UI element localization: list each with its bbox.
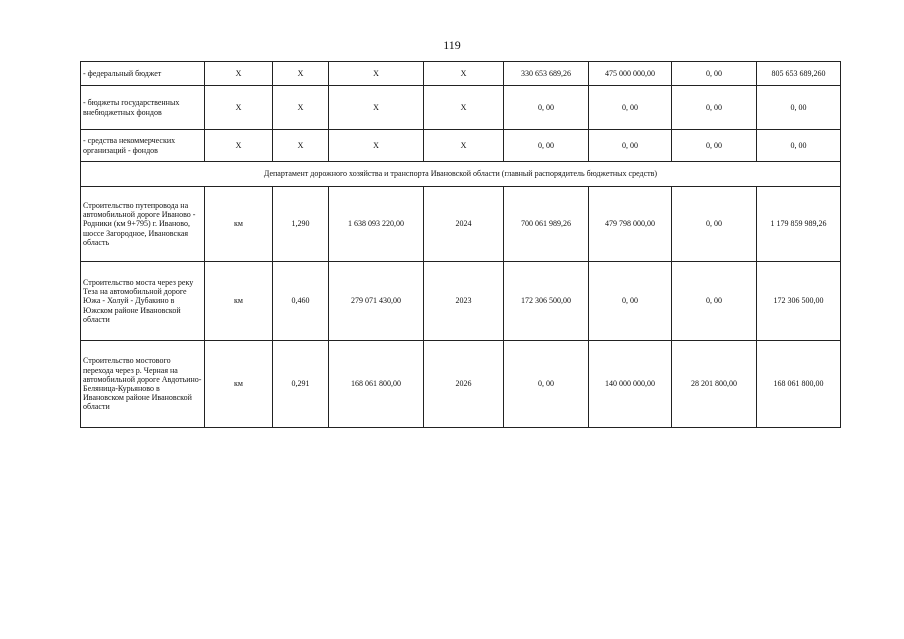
- cell-total: 168 061 800,00: [757, 341, 841, 428]
- cell-unit: X: [205, 86, 273, 130]
- cell-year: 2023: [424, 262, 504, 341]
- cell-total: 0, 00: [757, 130, 841, 162]
- cell-value-2024: 700 061 989,26: [504, 187, 589, 262]
- cell-value-2024: 0, 00: [504, 341, 589, 428]
- table-row: [81, 62, 841, 86]
- cell-estimated-cost: X: [329, 62, 424, 86]
- cell-value-2026: 0, 00: [672, 187, 757, 262]
- cell-value-2024: 172 306 500,00: [504, 262, 589, 341]
- cell-year: 2026: [424, 341, 504, 428]
- cell-estimated-cost: X: [329, 130, 424, 162]
- cell-unit: X: [205, 130, 273, 162]
- cell-estimated-cost: X: [329, 86, 424, 130]
- row-label: - средства некоммерческих организаций - фондов: [81, 130, 205, 162]
- cell-estimated-cost: 168 061 800,00: [329, 341, 424, 428]
- cell-year: X: [424, 62, 504, 86]
- cell-capacity: X: [273, 86, 329, 130]
- cell-value-2026: 0, 00: [672, 62, 757, 86]
- budget-table: [80, 61, 841, 428]
- cell-total: 0, 00: [757, 86, 841, 130]
- page-number: 119: [443, 38, 461, 52]
- cell-year: X: [424, 130, 504, 162]
- row-label: Строительство путепровода на автомобильной дороге Иваново - Родники (км 9+795) г. Иваново, шоссе Загородное, Ивановская область: [81, 187, 205, 262]
- cell-value-2026: 0, 00: [672, 130, 757, 162]
- cell-value-2026: 0, 00: [672, 86, 757, 130]
- table-row: [81, 187, 841, 262]
- cell-value-2025: 0, 00: [589, 130, 672, 162]
- cell-total: 172 306 500,00: [757, 262, 841, 341]
- cell-capacity: 0,460: [273, 262, 329, 341]
- section-header: Департамент дорожного хозяйства и транспорта Ивановской области (главный распорядитель бюджетных средств): [81, 162, 841, 187]
- cell-unit: X: [205, 62, 273, 86]
- cell-year: X: [424, 86, 504, 130]
- cell-unit: км: [205, 341, 273, 428]
- cell-capacity: X: [273, 62, 329, 86]
- cell-value-2025: 140 000 000,00: [589, 341, 672, 428]
- table-row: [81, 262, 841, 341]
- cell-value-2024: 0, 00: [504, 86, 589, 130]
- cell-capacity: X: [273, 130, 329, 162]
- cell-value-2026: 0, 00: [672, 262, 757, 341]
- cell-value-2025: 0, 00: [589, 86, 672, 130]
- cell-estimated-cost: 1 638 093 220,00: [329, 187, 424, 262]
- row-label: Строительство мостового перехода через р. Черная на автомобильной дороге Авдотьино-Беляница-Курьяново в Ивановском районе Ивановской области: [81, 341, 205, 428]
- cell-total: 1 179 859 989,26: [757, 187, 841, 262]
- row-label: - бюджеты государственных внебюджетных фондов: [81, 86, 205, 130]
- cell-estimated-cost: 279 071 430,00: [329, 262, 424, 341]
- cell-capacity: 0,291: [273, 341, 329, 428]
- cell-value-2025: 475 000 000,00: [589, 62, 672, 86]
- cell-unit: км: [205, 262, 273, 341]
- table-row: [81, 130, 841, 162]
- cell-value-2025: 0, 00: [589, 262, 672, 341]
- cell-total: 805 653 689,260: [757, 62, 841, 86]
- row-label: - федеральный бюджет: [81, 62, 205, 86]
- table-row: [81, 341, 841, 428]
- cell-capacity: 1,290: [273, 187, 329, 262]
- table-row: [81, 86, 841, 130]
- row-label: Строительство моста через реку Теза на автомобильной дороге Южа - Холуй - Дубакино в Южском районе Ивановской области: [81, 262, 205, 341]
- cell-value-2025: 479 798 000,00: [589, 187, 672, 262]
- cell-value-2026: 28 201 800,00: [672, 341, 757, 428]
- section-header-row: [81, 162, 841, 187]
- cell-value-2024: 330 653 689,26: [504, 62, 589, 86]
- cell-value-2024: 0, 00: [504, 130, 589, 162]
- cell-unit: км: [205, 187, 273, 262]
- cell-year: 2024: [424, 187, 504, 262]
